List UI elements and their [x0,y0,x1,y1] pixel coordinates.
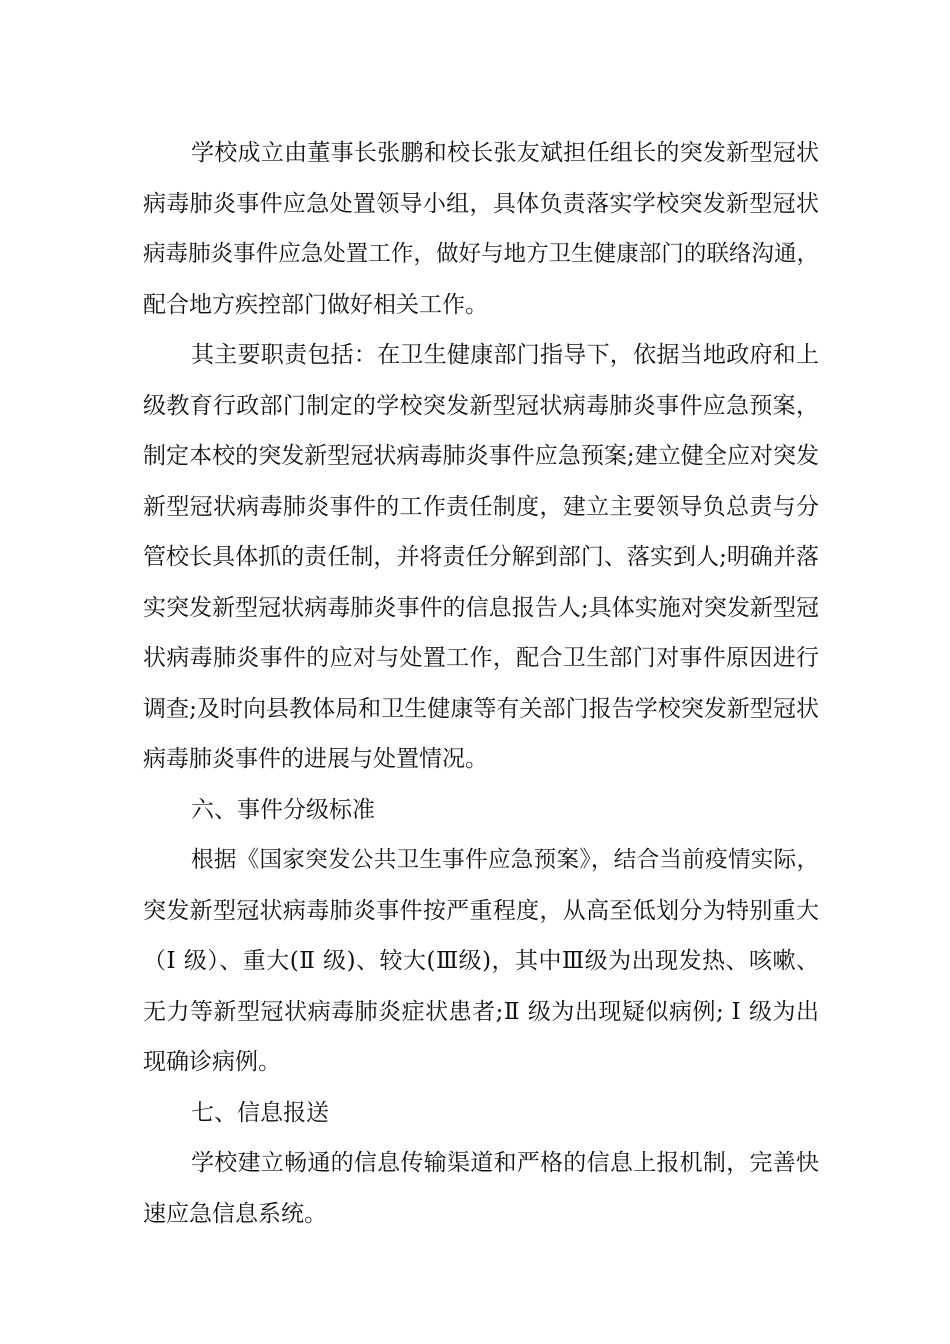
paragraph-line: 管校长具体抓的责任制，并将责任分解到部门、落实到人;明确并落 [143,544,819,570]
paragraph-line: 制定本校的突发新型冠状病毒肺炎事件应急预案;建立健全应对突发 [143,443,819,469]
paragraph-line: 病毒肺炎事件应急处置领导小组，具体负责落实学校突发新型冠状 [143,190,819,217]
paragraph-line: 病毒肺炎事件应急处置工作，做好与地方卫生健康部门的联络沟通， [143,241,819,267]
paragraph-line: 状病毒肺炎事件的应对与处置工作，配合卫生部门对事件原因进行 [143,645,819,671]
section-heading: 七、信息报送 [191,1099,329,1126]
paragraph-line: 突发新型冠状病毒肺炎事件按严重程度，从高至低划分为特别重大 [143,897,819,924]
paragraph-line: 速应急信息系统。 [143,1200,327,1227]
paragraph-line: 新型冠状病毒肺炎事件的工作责任制度，建立主要领导负总责与分 [143,493,819,520]
paragraph-line: 学校成立由董事长张鹏和校长张友斌担任组长的突发新型冠状 [191,140,819,166]
paragraph-line: 级教育行政部门制定的学校突发新型冠状病毒肺炎事件应急预案， [143,392,819,419]
paragraph-line: 调查;及时向县教体局和卫生健康等有关部门报告学校突发新型冠状 [143,695,819,722]
paragraph-line: 无力等新型冠状病毒肺炎症状患者;Ⅱ 级为出现疑似病例; Ⅰ 级为出 [143,998,819,1025]
paragraph-line: 学校建立畅通的信息传输渠道和严格的信息上报机制，完善快 [191,1150,819,1176]
paragraph-line: 其主要职责包括：在卫生健康部门指导下，依据当地政府和上 [191,342,819,368]
paragraph-line: 配合地方疾控部门做好相关工作。 [143,291,488,318]
paragraph-line: 根据《国家突发公共卫生事件应急预案》，结合当前疫情实际， [191,847,819,873]
paragraph-line: 实突发新型冠状病毒肺炎事件的信息报告人;具体实施对突发新型冠 [143,594,819,621]
paragraph-line: 病毒肺炎事件的进展与处置情况。 [143,746,488,772]
section-heading: 六、事件分级标准 [191,796,375,823]
document-body [143,128,819,1239]
paragraph-line: （Ⅰ 级）、重大(Ⅱ 级)、较大(Ⅲ级)，其中Ⅲ级为出现发热、咳嗽、 [143,948,819,974]
paragraph-line: 现确诊病例。 [143,1049,281,1075]
